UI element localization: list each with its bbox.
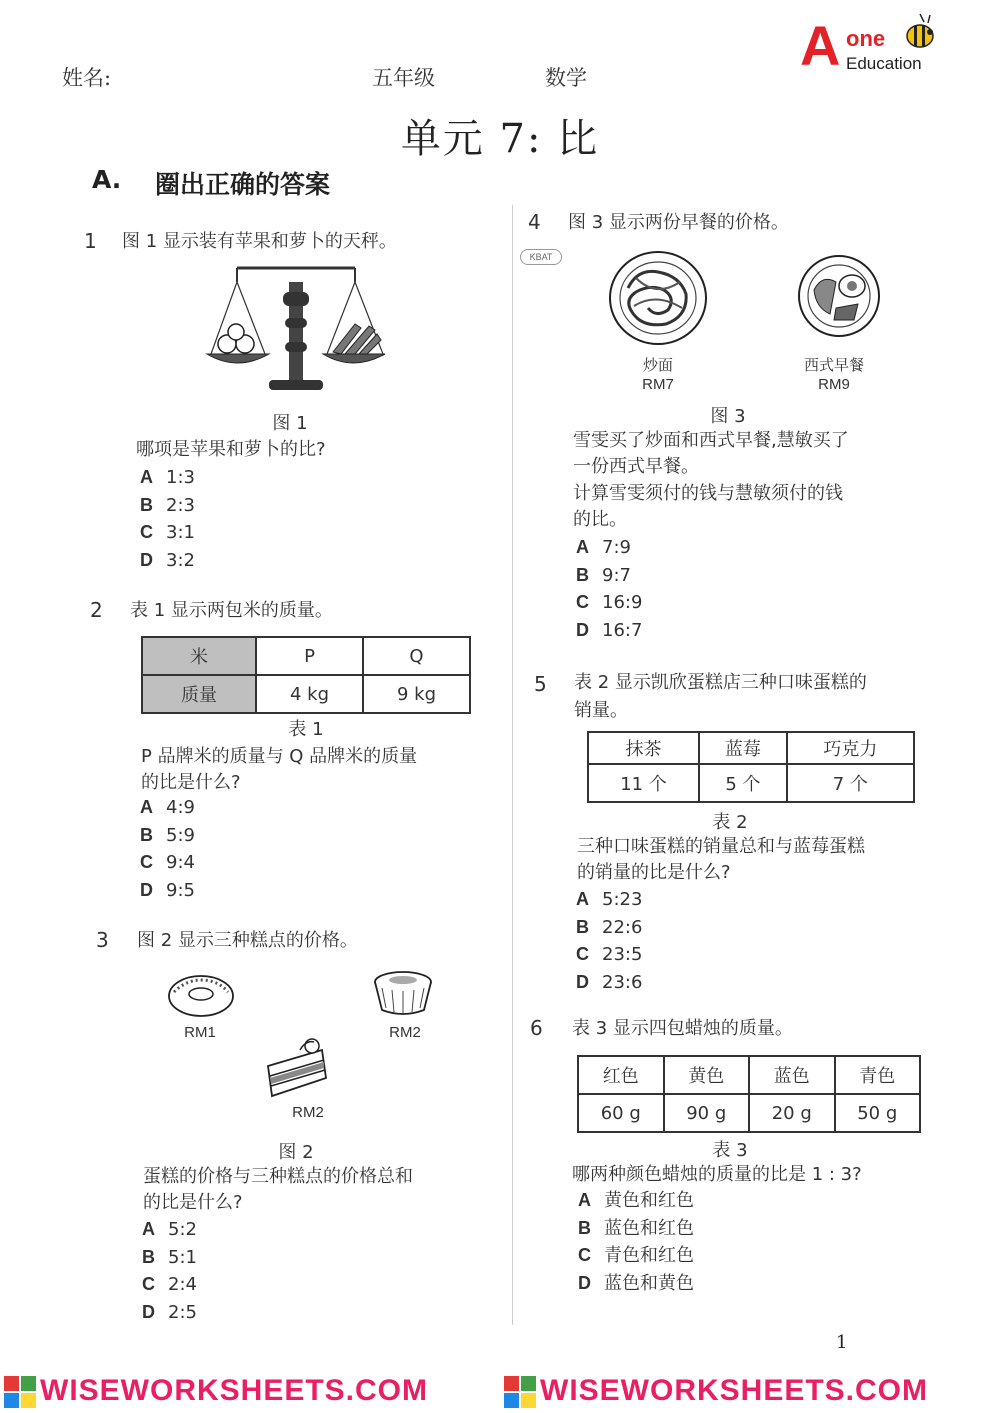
q5-option-b[interactable]: B 22:6 xyxy=(576,916,643,938)
q6-caption: 表 3 xyxy=(712,1140,748,1161)
logo-education: Education xyxy=(846,54,922,73)
q3-question-line2: 的比是什么? xyxy=(143,1192,243,1213)
balance-scale-figure xyxy=(205,262,385,402)
grade-label: 五年级 xyxy=(372,66,435,90)
q4-line1: 雪雯买了炒面和西式早餐,慧敏买了 xyxy=(573,430,849,451)
q3-option-a[interactable]: A 5:2 xyxy=(142,1219,197,1240)
q6-table-header: 蓝色 xyxy=(749,1056,835,1094)
q3-question-line1: 蛋糕的价格与三种糕点的价格总和 xyxy=(143,1166,413,1187)
bee-icon xyxy=(900,12,940,52)
q2-table-cell: 9 kg xyxy=(363,675,470,713)
q6-question: 哪两种颜色蜡烛的质量的比是 1 : 3? xyxy=(572,1164,862,1185)
q3-options xyxy=(142,1216,197,1326)
q3-option-d[interactable]: D 2:5 xyxy=(142,1301,197,1323)
q5-table-cell: 11 个 xyxy=(588,764,699,802)
q6-table-header: 黄色 xyxy=(664,1056,750,1094)
q1-options xyxy=(140,464,195,574)
q1-option-d[interactable]: D 3:2 xyxy=(140,549,195,571)
q5-table-cell: 7 个 xyxy=(787,764,914,802)
q5-option-d[interactable]: D 23:6 xyxy=(576,971,643,993)
q2-option-c[interactable]: C 9:4 xyxy=(140,852,195,873)
q3-text: 图 2 显示三种糕点的价格。 xyxy=(137,930,358,951)
logo-one: one xyxy=(846,26,886,51)
q6-number: 6 xyxy=(530,1016,543,1040)
q6-table-cell: 20 g xyxy=(749,1094,835,1132)
q6-table-header: 青色 xyxy=(835,1056,921,1094)
q6-table xyxy=(577,1055,921,1133)
q1-question: 哪项是苹果和萝卜的比? xyxy=(136,439,326,460)
section-letter: A. xyxy=(92,165,122,194)
q4-number: 4 xyxy=(528,210,541,234)
name-label: 姓名: xyxy=(62,66,112,90)
q2-question-line2: 的比是什么? xyxy=(141,772,241,793)
q5-question-line2: 的销量的比是什么? xyxy=(577,862,731,883)
q5-options xyxy=(576,886,642,996)
tart-figure xyxy=(370,966,436,1022)
q4-text: 图 3 显示两份早餐的价格。 xyxy=(568,212,789,233)
q5-text-line1: 表 2 显示凯欣蛋糕店三种口味蛋糕的 xyxy=(574,672,867,693)
q2-number: 2 xyxy=(90,598,103,622)
q4-options xyxy=(576,534,642,644)
q5-table-header: 抹茶 xyxy=(588,732,699,764)
q3-caption: 图 2 xyxy=(278,1142,314,1163)
western-breakfast-plate-figure xyxy=(796,252,882,340)
q4-option-b[interactable]: B 9:7 xyxy=(576,564,631,586)
logo-letter: A xyxy=(800,14,841,77)
page-number: 1 xyxy=(836,1332,848,1353)
food2-label: 西式早餐 xyxy=(803,357,864,374)
kbat-badge: KBAT xyxy=(520,249,562,265)
q2-question-line1: P 品牌米的质量与 Q 品牌米的质量 xyxy=(141,746,418,767)
q6-options xyxy=(578,1187,694,1297)
q4-line2: 一份西式早餐。 xyxy=(573,456,699,477)
q5-table-header: 巧克力 xyxy=(787,732,914,764)
wiseworksheets-logo-icon xyxy=(4,1376,36,1408)
aone-education-logo xyxy=(800,12,940,80)
q2-table-header: 米 xyxy=(142,637,256,675)
q6-table-cell: 50 g xyxy=(835,1094,921,1132)
footer-text-1: WISEWORKSHEETS.COM xyxy=(40,1374,429,1407)
q6-table-cell: 90 g xyxy=(664,1094,750,1132)
q2-option-a[interactable]: A 4:9 xyxy=(140,797,195,818)
q2-caption: 表 1 xyxy=(288,719,324,740)
q1-text: 图 1 显示装有苹果和萝卜的天秤。 xyxy=(122,231,397,252)
column-divider xyxy=(512,205,513,1325)
food1-label: 炒面 xyxy=(642,357,673,374)
q4-caption: 图 3 xyxy=(710,406,746,427)
q2-table xyxy=(141,636,471,714)
q5-text-line2: 销量。 xyxy=(574,700,628,721)
q4-line4: 的比。 xyxy=(573,509,627,530)
q5-number: 5 xyxy=(534,672,547,696)
fried-noodles-plate-figure xyxy=(606,248,710,348)
q6-option-c[interactable]: C 青色和红色 xyxy=(578,1245,694,1266)
q1-option-c[interactable]: C 3:1 xyxy=(140,522,195,543)
q6-table-header: 红色 xyxy=(578,1056,664,1094)
cake-price: RM2 xyxy=(292,1104,324,1121)
q4-option-d[interactable]: D 16:7 xyxy=(576,619,643,641)
q2-table-cell: 4 kg xyxy=(256,675,363,713)
q2-option-d[interactable]: D 9:5 xyxy=(140,879,195,901)
q5-option-a[interactable]: A 5:23 xyxy=(576,889,643,910)
q2-options xyxy=(140,794,195,904)
section-instruction: 圈出正确的答案 xyxy=(155,170,331,199)
q2-table-cell: Q xyxy=(363,637,470,675)
q6-option-a[interactable]: A 黄色和红色 xyxy=(578,1190,694,1211)
donut-figure xyxy=(166,970,236,1020)
q3-option-c[interactable]: C 2:4 xyxy=(142,1274,197,1295)
q1-option-a[interactable]: A 1:3 xyxy=(140,467,195,488)
food2-price: RM9 xyxy=(818,376,850,393)
q5-table xyxy=(587,731,915,803)
q6-option-d[interactable]: D 蓝色和黄色 xyxy=(578,1272,694,1294)
q1-option-b[interactable]: B 2:3 xyxy=(140,494,195,516)
q5-table-cell: 5 个 xyxy=(699,764,787,802)
subject-label: 数学 xyxy=(545,66,587,90)
cake-slice-figure xyxy=(262,1036,332,1100)
q5-caption: 表 2 xyxy=(712,812,748,833)
q1-number: 1 xyxy=(84,229,97,253)
q4-option-a[interactable]: A 7:9 xyxy=(576,537,631,558)
q6-table-cell: 60 g xyxy=(578,1094,664,1132)
q6-option-b[interactable]: B 蓝色和红色 xyxy=(578,1217,694,1239)
q2-option-b[interactable]: B 5:9 xyxy=(140,824,195,846)
footer-watermark xyxy=(0,1372,1000,1413)
food1-price: RM7 xyxy=(642,376,674,393)
q5-option-c[interactable]: C 23:5 xyxy=(576,944,643,965)
q4-line3: 计算雪雯须付的钱与慧敏须付的钱 xyxy=(573,483,843,504)
wiseworksheets-logo-icon xyxy=(504,1376,536,1408)
q3-option-b[interactable]: B 5:1 xyxy=(142,1246,197,1268)
tart-price: RM2 xyxy=(389,1024,421,1041)
q4-option-c[interactable]: C 16:9 xyxy=(576,592,643,613)
q5-table-header: 蓝莓 xyxy=(699,732,787,764)
q1-caption: 图 1 xyxy=(272,413,308,434)
q2-table-cell: P xyxy=(256,637,363,675)
q5-question-line1: 三种口味蛋糕的销量总和与蓝莓蛋糕 xyxy=(577,836,865,857)
q2-text: 表 1 显示两包米的质量。 xyxy=(130,600,333,621)
footer-text-2: WISEWORKSHEETS.COM xyxy=(540,1374,929,1407)
q3-number: 3 xyxy=(96,928,109,952)
q2-table-header: 质量 xyxy=(142,675,256,713)
page-title: 单元 7: 比 xyxy=(400,116,600,162)
donut-price: RM1 xyxy=(184,1024,216,1041)
q6-text: 表 3 显示四包蜡烛的质量。 xyxy=(572,1018,793,1039)
